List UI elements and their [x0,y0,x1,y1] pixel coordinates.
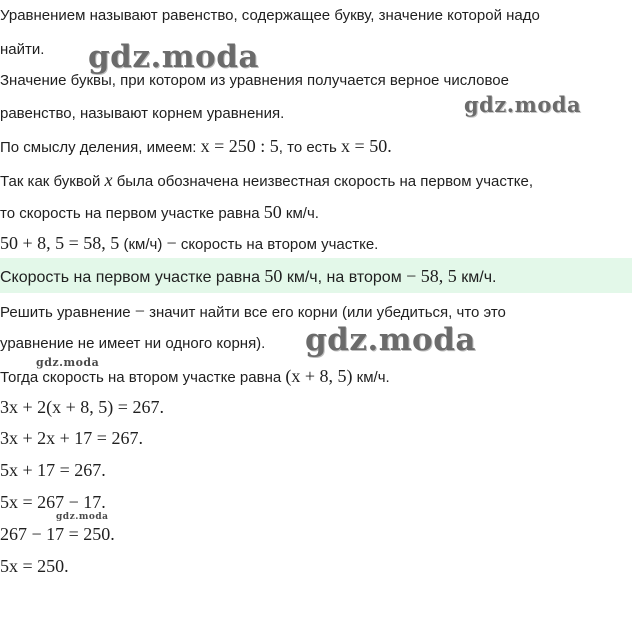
answer-second-speed: − 58, 5 [406,266,457,286]
paragraph-second-speed [0,233,378,255]
speed-line2-start: то скорость на первом участке равна [0,205,264,222]
solve-dash: − [134,301,145,321]
watermark-1: gdz.moda [88,39,259,75]
then-end: км/ч. [352,369,390,386]
then-formula: (x + 8, 5) [285,366,353,386]
watermark-2: gdz.moda [464,92,582,117]
division-mid-text: , то есть [278,139,342,156]
second-speed-formula: 50 + 8, 5 = 58, 5 [0,233,120,253]
solve-end: значит найти все его корни (или убедиться, что это [144,304,506,321]
second-speed-end: скорость на втором участке. [176,236,379,253]
answer-mid: км/ч, на втором [282,269,407,286]
division-formula: x = 250 : 5 [200,136,279,156]
equation-5: 267 − 17 = 250. [0,524,115,544]
second-speed-dash: − [166,233,177,253]
speed-line2-end: км/ч. [281,205,319,222]
paragraph-speed-line1 [0,170,533,192]
paragraph-definition-line2: найти. [0,41,45,58]
speed-line1-start: Так как буквой [0,173,105,190]
equation-6: 5x = 250. [0,556,69,576]
answer-start: Скорость на первом участке равна [0,269,265,286]
division-result: x = 50 [341,136,388,156]
division-text: По смыслу деления, имеем: [0,139,201,156]
paragraph-answer [0,266,496,288]
then-start: Тогда скорость на втором участке равна [0,369,286,386]
watermark-4: gdz.moda [36,356,100,369]
speed-first-value: 50 [263,202,282,222]
division-period: . [387,136,392,156]
paragraph-then [0,366,390,388]
answer-first-speed: 50 [264,266,283,286]
paragraph-division [0,136,392,158]
second-speed-unit: (км/ч) [119,236,167,253]
watermark-3: gdz.moda [305,322,476,358]
watermark-5: gdz.moda [56,512,109,522]
paragraph-definition-line1: Уравнением называют равенство, содержащее букву, значение которой надо [0,7,540,24]
speed-line1-end: была обозначена неизвестная скорость на первом участке, [112,173,533,190]
solve-start: Решить уравнение [0,304,135,321]
speed-variable: x [104,170,113,190]
equation-2: 3x + 2x + 17 = 267. [0,428,143,448]
paragraph-solve-line1 [0,301,506,323]
equation-1: 3x + 2(x + 8, 5) = 267. [0,397,164,417]
paragraph-speed-line2 [0,202,319,224]
paragraph-solve-line2: уравнение не имеет ни одного корня). [0,335,266,352]
paragraph-root-line1: Значение буквы, при котором из уравнения получается верное числовое [0,72,509,89]
equation-3: 5x + 17 = 267. [0,460,106,480]
paragraph-root-line2: равенство, называют корнем уравнения. [0,105,285,122]
equation-4: 5x = 267 − 17. [0,492,106,512]
answer-end: км/ч. [456,269,497,286]
